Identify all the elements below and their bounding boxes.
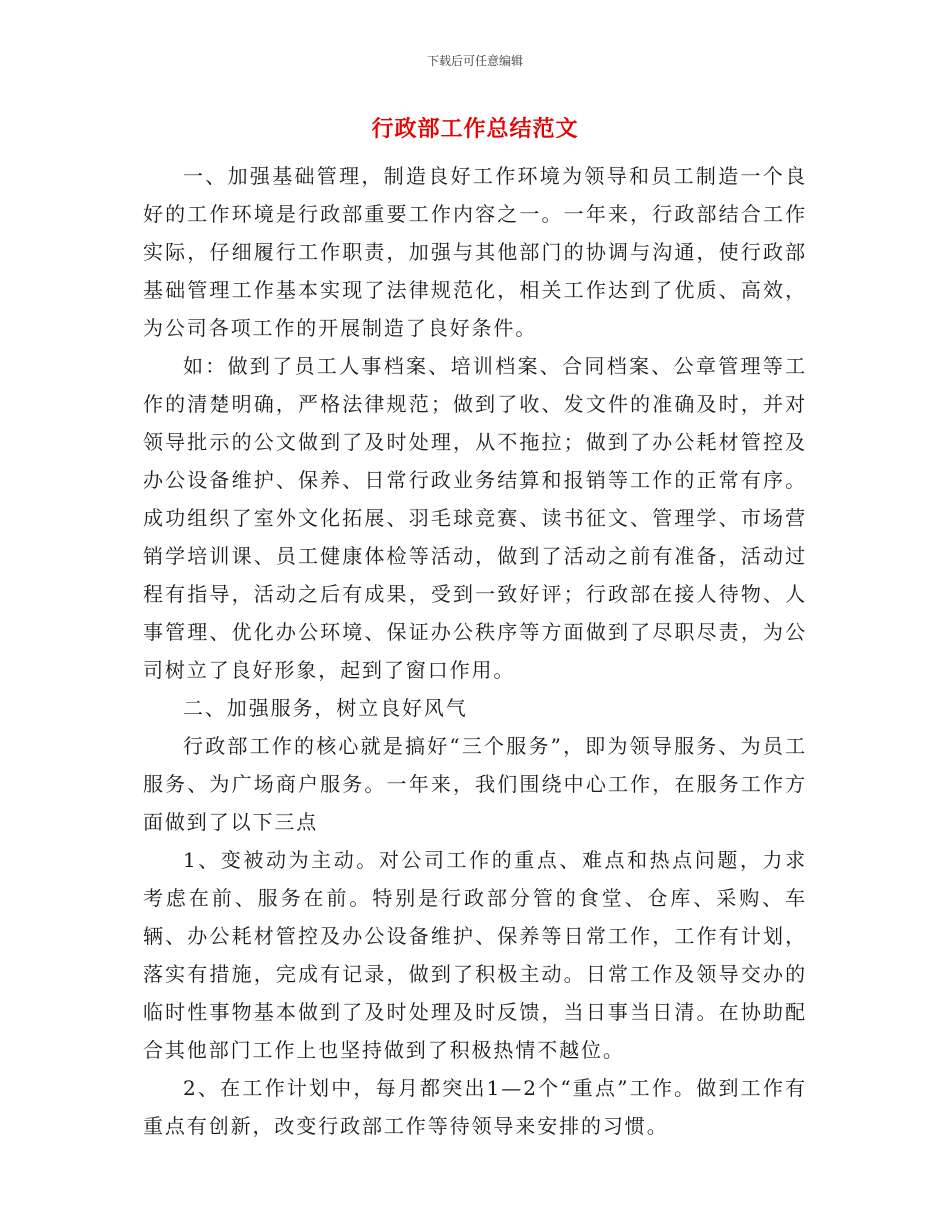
document-title: 行政部工作总结范文 <box>371 117 579 142</box>
paragraph-achievements: 如：做到了员工人事档案、培训档案、合同档案、公章管理等工作的清楚明确，严格法律规范；做到了收、发文件的准确及时，并对领导批示的公文做到了及时处理，从不拖拉；做到了办公耗材管控及办公设备维护、保养、日常行政业务结算和报销等工作的正常有序。成功组织了室外文化拓展、羽毛球竞赛、读书征文、管理学、市场营销学培训课、员工健康体检等活动，做到了活动之前有准备，活动过程有指导，活动之后有成果，受到一致好评；行政部在接人待物、人事管理、优化办公环境、保证办公秩序等方面做到了尽职尽责，为公司树立了良好形象，起到了窗口作用。 <box>143 354 807 682</box>
section-heading-service: 二、加强服务，树立良好风气 <box>183 696 468 720</box>
paragraph-three-services: 行政部工作的核心就是搞好“三个服务”，即为领导服务、为员工服务、为广场商户服务。一年来，我们围绕中心工作，在服务工作方面做到了以下三点 <box>143 734 807 834</box>
paragraph-basic-management: 一、加强基础管理，制造良好工作环境为领导和员工制造一个良好的工作环境是行政部重要工作内容之一。一年来，行政部结合工作实际，仔细履行工作职责，加强与其他部门的协调与沟通，使行政部基础管理工作基本实现了法律规范化，相关工作达到了优质、高效，为公司各项工作的开展制造了良好条件。 <box>143 164 807 340</box>
paragraph-point-2: 2、在工作计划中，每月都突出1—2个“重点”工作。做到工作有重点有创新，改变行政部工作等待领导来安排的习惯。 <box>143 1076 807 1138</box>
document-body <box>143 157 807 1145</box>
page-header-note: 下载后可任意编辑 <box>426 54 523 68</box>
paragraph-point-1: 1、变被动为主动。对公司工作的重点、难点和热点问题，力求考虑在前、服务在前。特别是行政部分管的食堂、仓库、采购、车辆、办公耗材管控及办公设备维护、保养等日常工作，工作有计划，落实有措施，完成有记录，做到了积极主动。日常工作及领导交办的临时性事物基本做到了及时处理及时反馈，当日事当日清。在协助配合其他部门工作上也坚持做到了积极热情不越位。 <box>143 848 807 1062</box>
